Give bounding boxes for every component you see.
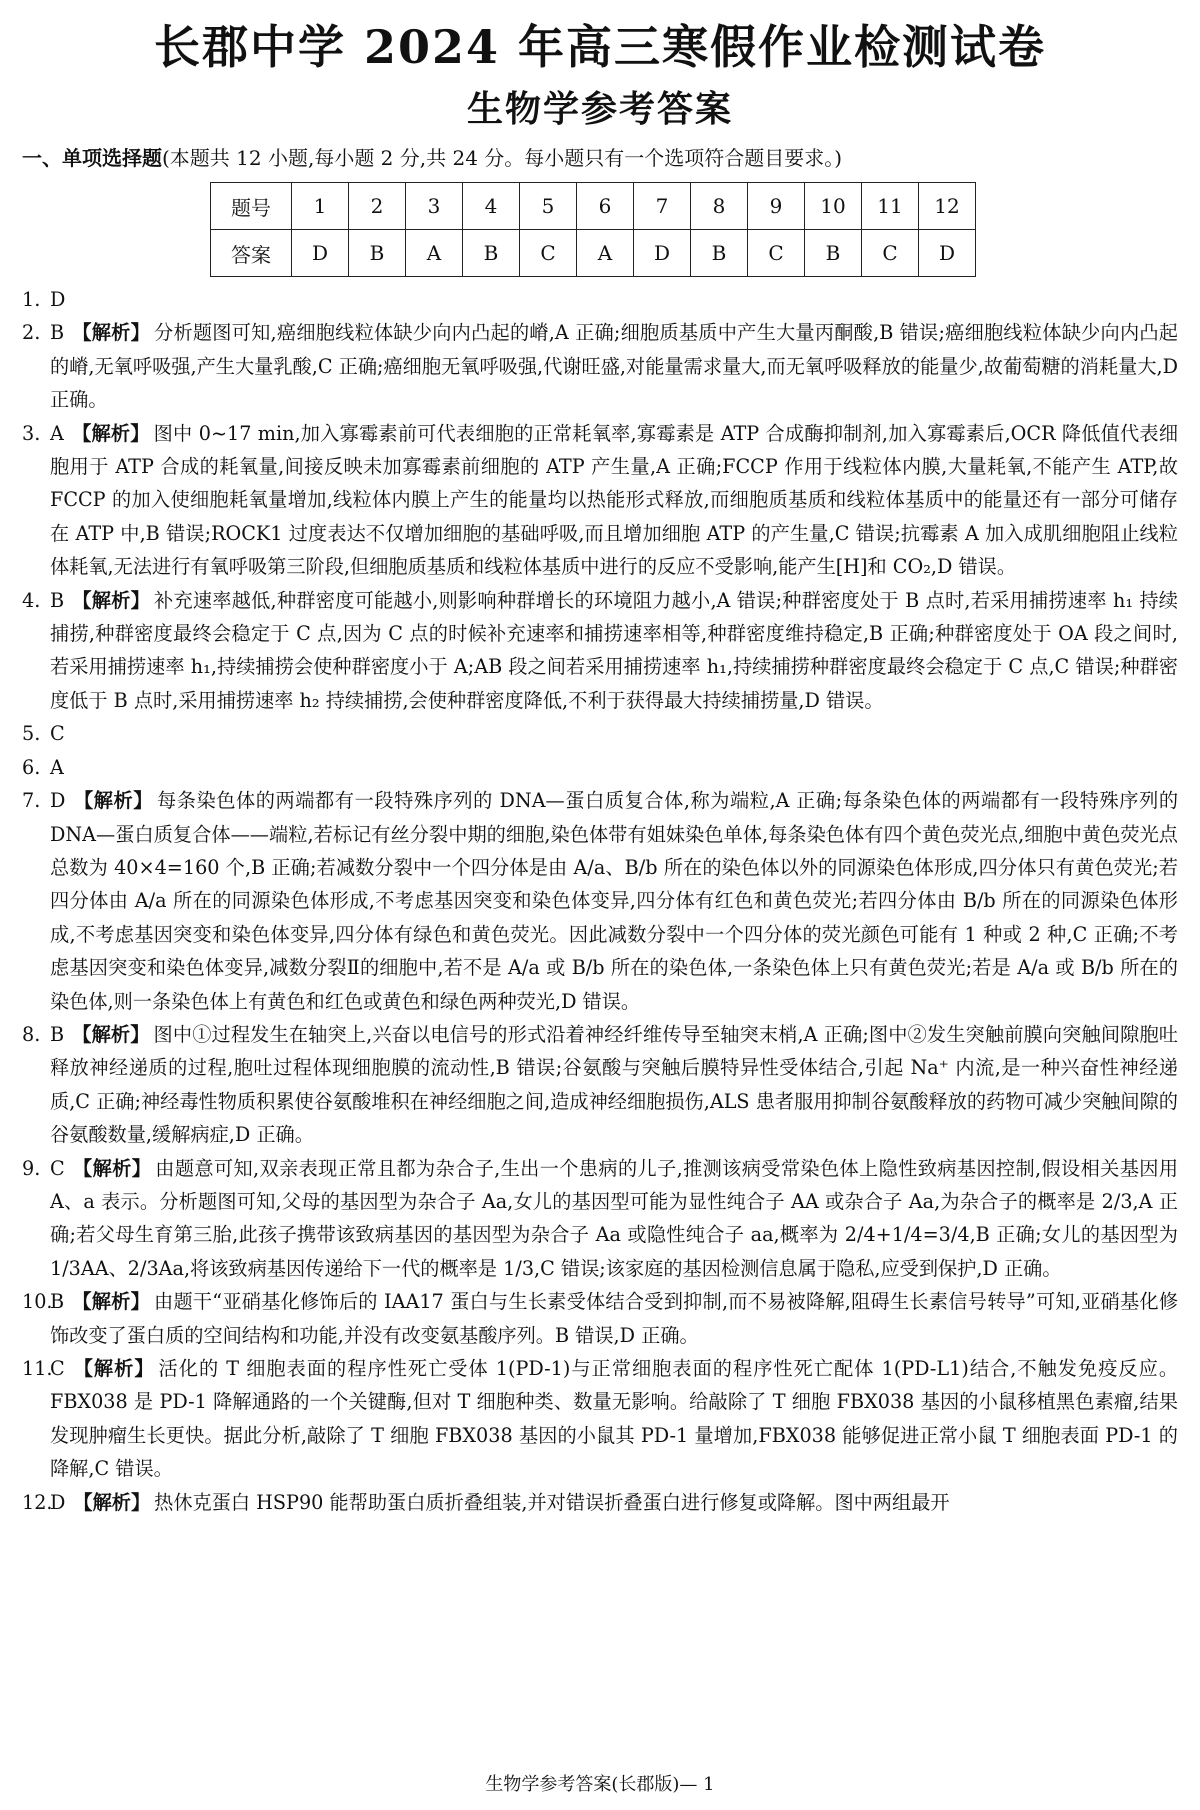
table-cell: 2 (349, 183, 406, 230)
item-tag: 【解析】 (71, 421, 150, 445)
table-row-head: 答案 (211, 230, 292, 277)
list-item (22, 1018, 1178, 1152)
page-footer: 生物学参考答案(长郡版)— 1 (485, 1774, 715, 1795)
table-cell: 1 (292, 183, 349, 230)
item-text: 活化的 T 细胞表面的程序性死亡受体 1(PD-1)与正常细胞表面的程序性死亡配体 1(PD-L1)结合,不触发免疫反应。FBX038 是 PD-1 降解通路的一个关键酶,但对 T 细胞种类、数量无影响。给敲除了 T 细胞 FBX038 基因的小鼠移植黑色素瘤,结果发现肿瘤生长更快。据此分析,敲除了 T 细胞 FBX038 基因的小鼠其 PD-1 量增加,FBX038 能够促进正常小鼠 T 细胞表面 PD-1 的降解,C 错误。 (50, 1357, 1179, 1481)
list-item (22, 1486, 1178, 1519)
page-subtitle: 生物学参考答案 (466, 88, 733, 130)
table-cell: B (463, 230, 520, 277)
table-cell: C (862, 230, 919, 277)
list-item (22, 417, 1178, 584)
list-item (22, 283, 1178, 316)
table-cell: B (349, 230, 406, 277)
table-cell: 10 (805, 183, 862, 230)
item-answer: D (50, 288, 66, 311)
table-cell: D (919, 230, 976, 277)
item-number: 10. (22, 1290, 53, 1314)
table-cell: 6 (577, 183, 634, 230)
item-answer: B (50, 588, 65, 612)
table-cell: C (748, 230, 805, 277)
table-cell: 8 (691, 183, 748, 230)
item-number: 11. (22, 1357, 53, 1380)
table-cell: D (634, 230, 691, 277)
section-label: 一、单项选择题 (22, 146, 162, 170)
item-text: 分析题图可知,癌细胞线粒体缺少向内凸起的嵴,A 正确;细胞质基质中产生大量丙酮酸,B 错误;癌细胞线粒体缺少向内凸起的嵴,无氧呼吸强,产生大量乳酸,C 正确;癌细胞无氧呼吸强,代谢旺盛,对能量需求量大,而无氧呼吸释放的能量少,故葡萄糖的消耗量大,D 正确。 (50, 321, 1178, 412)
item-text: 图中 0~17 min,加入寡霉素前可代表细胞的正常耗氧率,寡霉素是 ATP 合成酶抑制剂,加入寡霉素后,OCR 降低值代表细胞用于 ATP 合成的耗氧量,间接反映未加寡霉素前细胞的 ATP 产生量,A 正确;FCCP 作用于线粒体内膜,大量耗氧,不能产生 ATP,故 FCCP 的加入使细胞耗氧量增加,线粒体内膜上产生的能量均以热能形式释放,而细胞质基质和线粒体基质中的能量还有一部分可储存在 ATP 中,B 错误;ROCK1 过度表达不仅增加细胞的基础呼吸,而且增加细胞 ATP 的产生量,C 错误;抗霉素 A 加入成肌细胞阻止线粒体耗氧,无法进行有氧呼吸第三阶段,但细胞质基质和线粒体基质中进行的反应不受影响,能产生[H]和 CO₂,D 错误。 (50, 421, 1179, 579)
item-tag: 【解析】 (72, 1022, 150, 1046)
table-cell: C (520, 230, 577, 277)
table-cell: B (805, 230, 862, 277)
list-item (22, 717, 1178, 750)
item-answer: A (50, 755, 64, 779)
table-cell: A (406, 230, 463, 277)
item-answer: C (50, 1156, 65, 1180)
table-cell: 7 (634, 183, 691, 230)
item-number: 12. (22, 1490, 53, 1514)
table-cell: A (577, 230, 634, 277)
answer-table-answer-row (211, 230, 976, 277)
item-number: 1. (22, 288, 41, 311)
item-number: 3. (22, 421, 41, 445)
item-text: 由题干“亚硝基化修饰后的 IAA17 蛋白与生长素受体结合受到抑制,而不易被降解,阻碍生长素信号转导”可知,亚硝基化修饰改变了蛋白质的空间结构和功能,并没有改变氨基酸序列。B 错误,D 正确。 (50, 1290, 1178, 1347)
item-text: 图中①过程发生在轴突上,兴奋以电信号的形式沿着神经纤维传导至轴突末梢,A 正确;图中②发生突触前膜向突触间隙胞吐释放神经递质的过程,胞吐过程体现细胞膜的流动性,B 错误;谷氨酸与突触后膜特异性受体结合,引起 Na⁺ 内流,是一种兴奋性神经递质,C 正确;神经毒性物质积累使谷氨酸堆积在神经细胞之间,造成神经细胞损伤,ALS 患者服用抑制谷氨酸释放的药物可减少突触间隙的谷氨酸数量,缓解病症,D 正确。 (50, 1022, 1178, 1147)
table-cell: 4 (463, 183, 520, 230)
item-text: 补充速率越低,种群密度可能越小,则影响种群增长的环境阻力越小,A 错误;种群密度处于 B 点时,若采用捕捞速率 h₁ 持续捕捞,种群密度最终会稳定于 C 点,因为 C 点的时候补充速率和捕捞速率相等,种群密度维持稳定,B 正确;种群密度处于 OA 段之间时,若采用捕捞速率 h₁,持续捕捞会使种群密度小于 A;AB 段之间若采用捕捞速率 h₁,持续捕捞种群密度最终会稳定于 C 点,C 错误;种群密度低于 B 点时,采用捕捞速率 h₂ 持续捕捞,会使种群密度降低,不利于获得最大持续捕捞量,D 错误。 (50, 588, 1178, 712)
item-number: 4. (22, 588, 41, 612)
table-cell: D (292, 230, 349, 277)
list-item (22, 1352, 1178, 1486)
item-answer: D (50, 1490, 66, 1514)
item-tag: 【解析】 (73, 789, 153, 813)
item-number: 5. (22, 722, 41, 746)
list-item (22, 1152, 1178, 1286)
list-item (22, 316, 1178, 416)
item-number: 6. (22, 755, 41, 779)
item-tag: 【解析】 (72, 321, 151, 345)
item-answer: A (50, 421, 64, 445)
explanations-list (22, 283, 1178, 1519)
item-text: 每条染色体的两端都有一段特殊序列的 DNA—蛋白质复合体,称为端粒,A 正确;每条染色体的两端都有一段特殊序列的 DNA—蛋白质复合体——端粒,若标记有丝分裂中期的细胞,染色体带有姐妹染色单体,每条染色体有四个黄色荧光点,细胞中黄色荧光点总数为 40×4=160 个,B 正确;若减数分裂中一个四分体是由 A/a、B/b 所在的染色体以外的同源染色体形成,四分体只有黄色荧光;若四分体由 A/a 所在的同源染色体形成,不考虑基因突变和染色体变异,四分体有红色和黄色荧光;若四分体由 B/b 所在的同源染色体形成,不考虑基因突变和染色体变异,四分体有绿色和黄色荧光。因此减数分裂中一个四分体的荧光颜色可能有 1 种或 2 种,C 正确;不考虑基因突变和染色体变异,减数分裂Ⅱ的细胞中,若不是 A/a 或 B/b 所在的染色体,一条染色体上只有黄色荧光;若是 A/a 或 B/b 所在的染色体,则一条染色体上有黄色和红色或黄色和绿色两种荧光,D 错误。 (50, 789, 1179, 1013)
page-title: 长郡中学 2024 年高三寒假作业检测试卷 (153, 20, 1047, 74)
item-text: 热休克蛋白 HSP90 能帮助蛋白质折叠组装,并对错误折叠蛋白进行修复或降解。图中两组最开 (154, 1490, 950, 1514)
item-answer: C (50, 1357, 65, 1380)
item-tag: 【解析】 (73, 1490, 151, 1514)
item-number: 9. (22, 1156, 41, 1180)
list-item (22, 784, 1178, 1018)
item-answer: B (50, 1022, 65, 1046)
item-text: 由题意可知,双亲表现正常且都为杂合子,生出一个患病的儿子,推测该病受常染色体上隐性致病基因控制,假设相关基因用 A、a 表示。分析题图可知,父母的基因型为杂合子 Aa,女儿的基因型可能为显性纯合子 AA 或杂合子 Aa,为杂合子的概率是 2/3,A 正确;若父母生育第三胎,此孩子携带该致病基因的基因型为杂合子 Aa 或隐性纯合子 aa,概率为 2/4+1/4=3/4,B 正确;女儿的基因型为 1/3AA、2/3Aa,将该致病基因传递给下一代的概率是 1/3,C 错误;该家庭的基因检测信息属于隐私,应受到保护,D 正确。 (50, 1156, 1179, 1280)
list-item (22, 584, 1178, 718)
item-answer: D (50, 789, 66, 813)
table-cell: 3 (406, 183, 463, 230)
table-cell: 11 (862, 183, 919, 230)
item-number: 2. (22, 321, 41, 345)
answer-table (210, 182, 976, 277)
item-answer: B (50, 321, 65, 345)
section-heading (22, 142, 1178, 174)
item-tag: 【解析】 (72, 1290, 151, 1314)
item-tag: 【解析】 (72, 588, 151, 612)
item-tag: 【解析】 (72, 1357, 155, 1380)
answer-table-number-row (211, 183, 976, 230)
item-answer: C (50, 722, 65, 746)
item-number: 8. (22, 1022, 41, 1046)
list-item (22, 1285, 1178, 1352)
item-answer: B (50, 1290, 65, 1314)
table-cell: 9 (748, 183, 805, 230)
table-row-head: 题号 (211, 183, 292, 230)
list-item (22, 751, 1178, 784)
section-note: (本题共 12 小题,每小题 2 分,共 24 分。每小题只有一个选项符合题目要求。) (162, 146, 843, 170)
table-cell: 12 (919, 183, 976, 230)
table-cell: 5 (520, 183, 577, 230)
item-tag: 【解析】 (72, 1156, 152, 1180)
item-number: 7. (22, 789, 41, 813)
table-cell: B (691, 230, 748, 277)
